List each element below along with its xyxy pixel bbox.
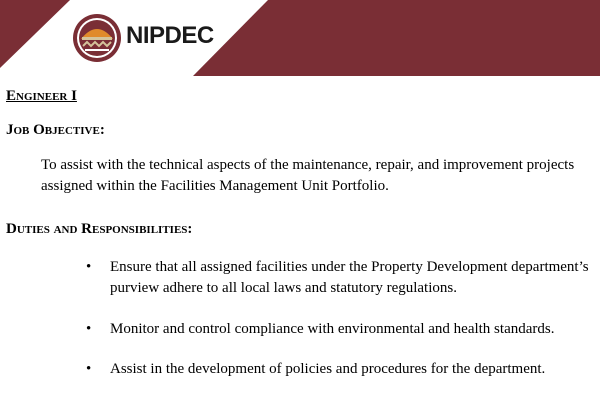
- duty-text: Ensure that all assigned facilities under the Property Development department’s purview adhere to all local laws and statutory regulations.: [110, 259, 589, 296]
- brand-name: NIPDEC: [126, 22, 214, 49]
- bullet-icon: •: [86, 361, 92, 377]
- objective-heading: Job Objective:: [6, 122, 105, 138]
- nipdec-seal-icon: [72, 13, 122, 63]
- objective-text: To assist with the technical aspects of the maintenance, repair, and improvement projects assigned within the Facilities Management Unit Portfolio.: [41, 157, 575, 194]
- duty-item: [86, 257, 600, 299]
- bullet-icon: •: [86, 259, 92, 275]
- duty-item: [86, 359, 600, 380]
- duty-text: Assist in the development of policies and procedures for the department.: [110, 361, 546, 377]
- document-title: Engineer I: [6, 88, 77, 104]
- bullet-icon: •: [86, 321, 92, 337]
- duty-text: Monitor and control compliance with environmental and health standards.: [110, 321, 555, 337]
- duties-heading: Duties and Responsibilities:: [6, 221, 193, 237]
- duty-item: [86, 319, 600, 340]
